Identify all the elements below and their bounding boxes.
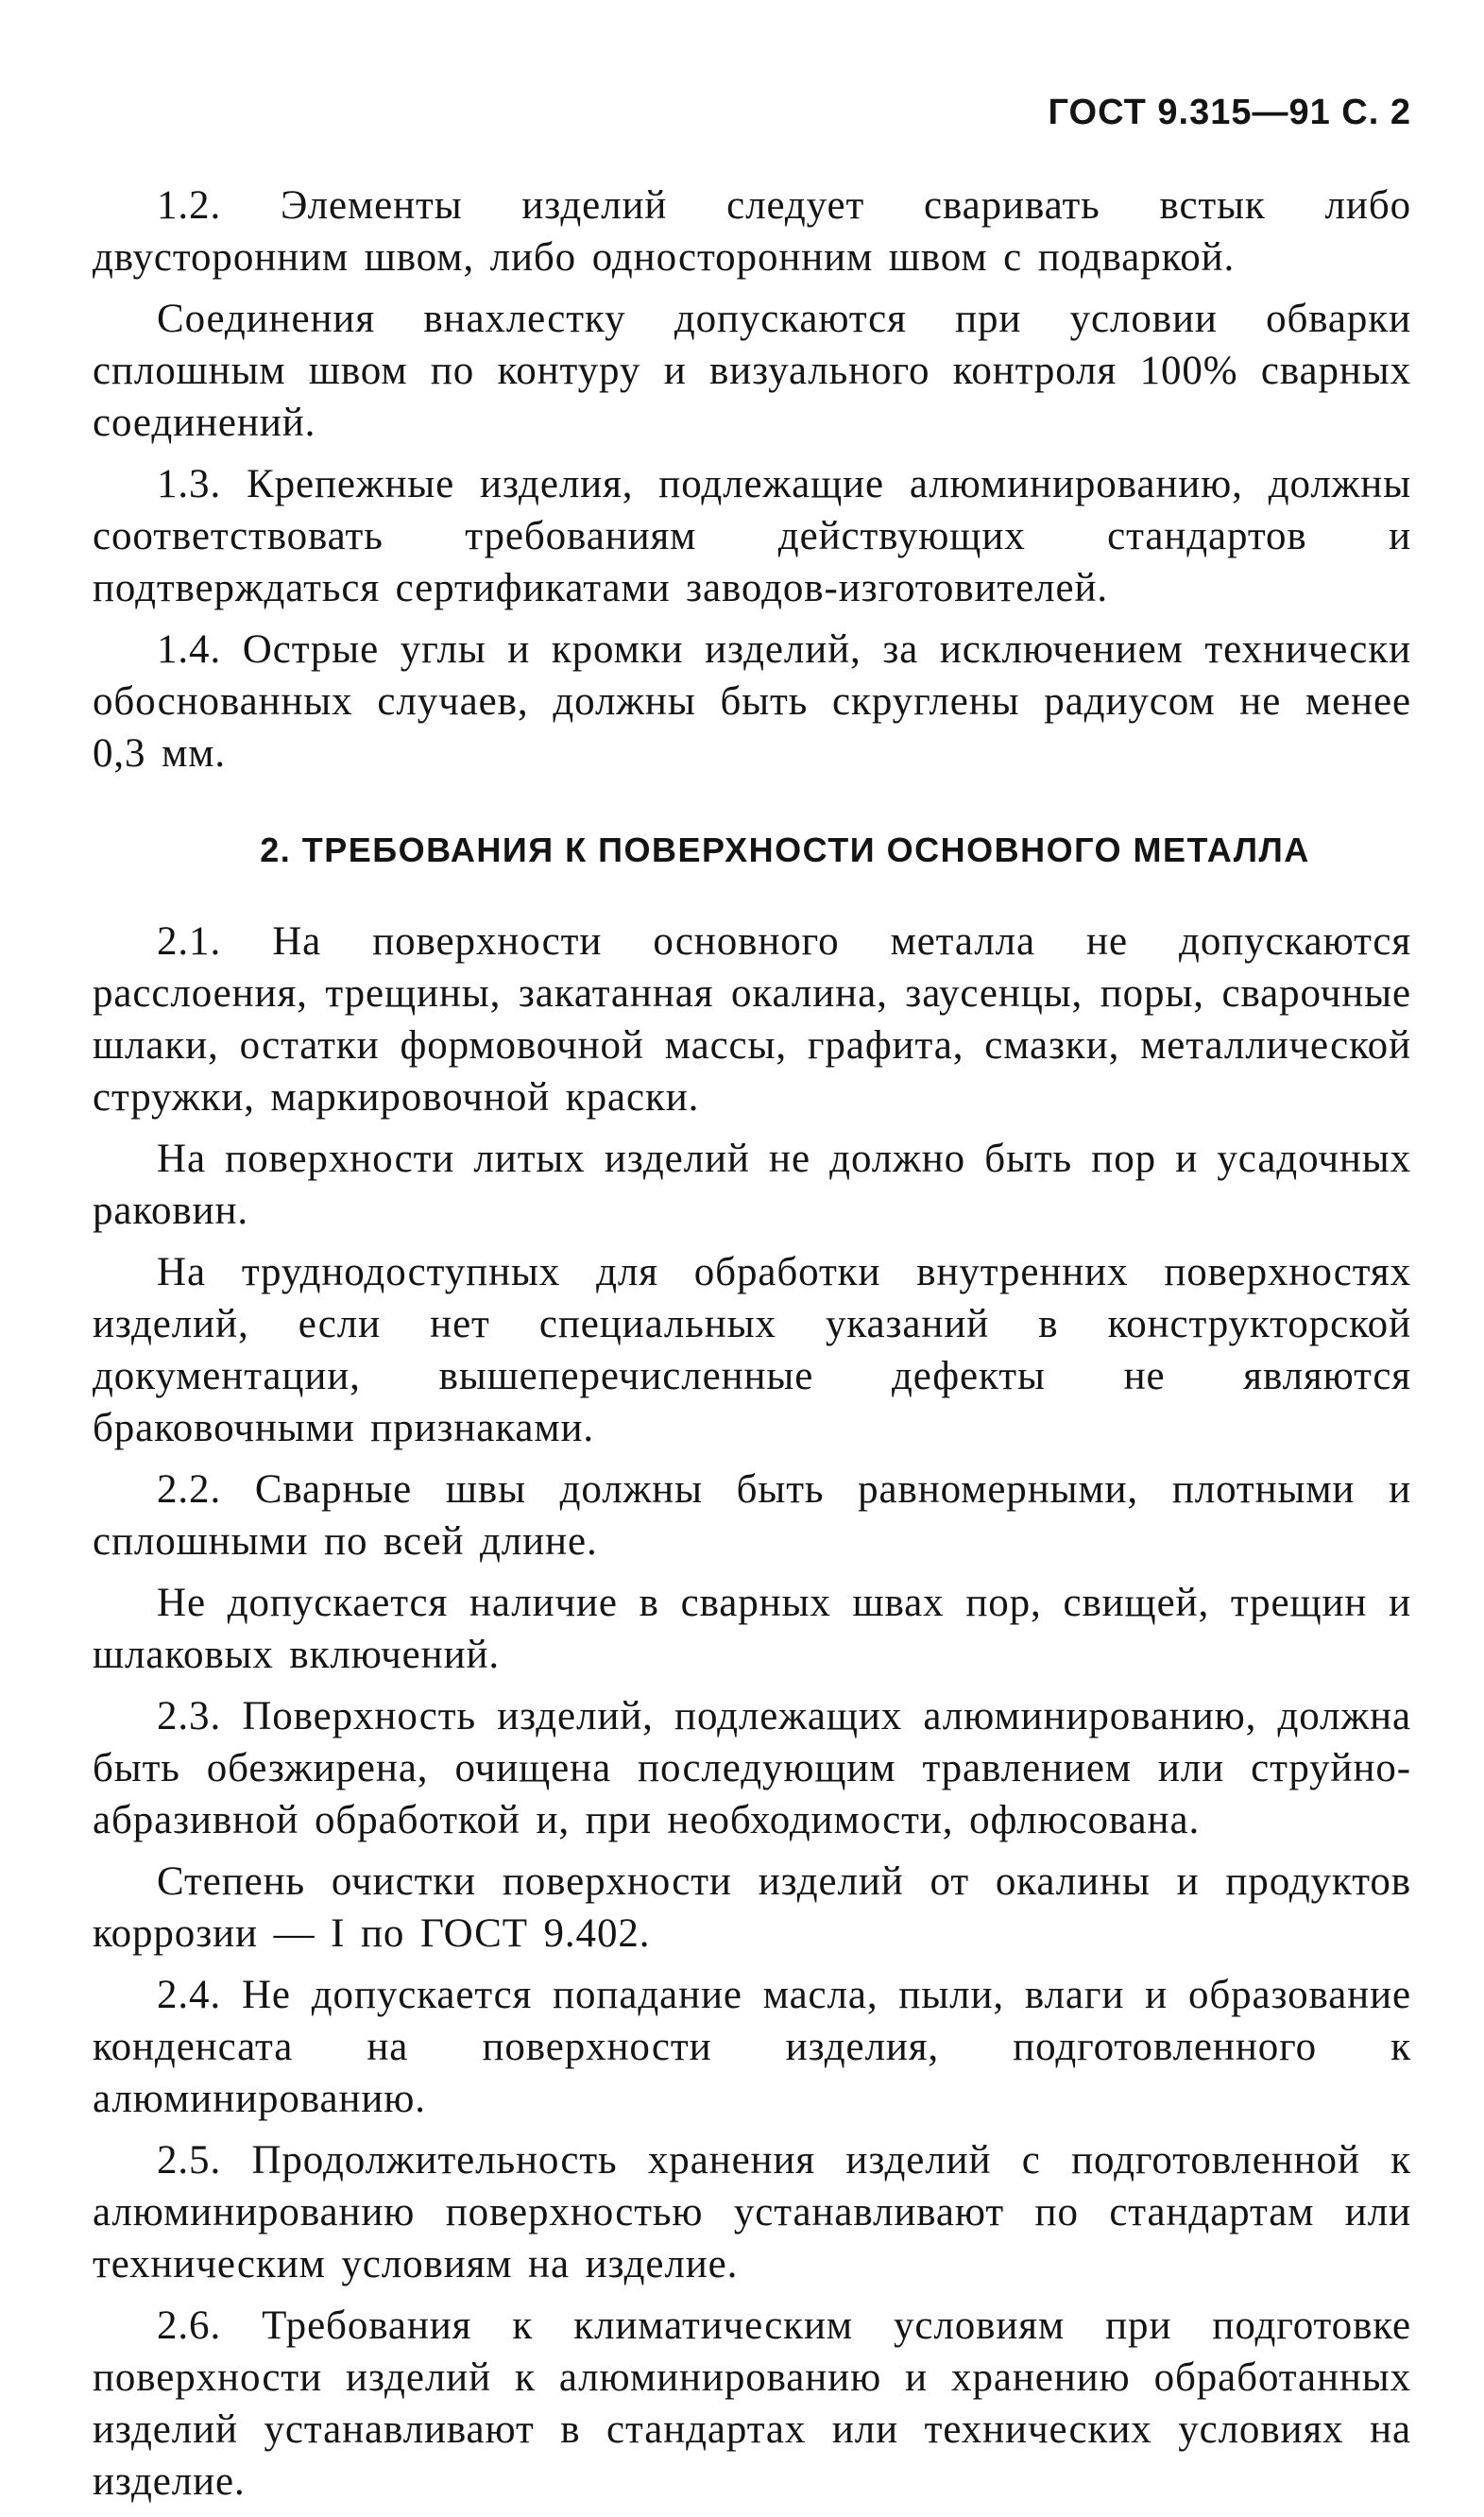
paragraph-1-3: 1.3. Крепежные изделия, подлежащие алюминированию, должны соответствовать требованиям действующих стандартов и подтверждаться сертификатами заводов-изготовителей. (93, 462, 1411, 610)
document-body (93, 180, 1411, 2517)
paragraph-2-1: 2.1. На поверхности основного металла не допускаются расслоения, трещины, закатанная окалина, заусенцы, поры, сварочные шлаки, остатки формовочной массы, графита, смазки, металлической стружки, маркировочной краски. (93, 919, 1411, 1120)
section-2-heading: 2. ТРЕБОВАНИЯ К ПОВЕРХНОСТИ ОСНОВНОГО МЕТАЛЛА (260, 830, 1310, 869)
paragraph-2-5: 2.5. Продолжительность хранения изделий с подготовленной к алюминированию поверхностью устанавливают по стандартам или техническим условиям на изделие. (93, 2138, 1411, 2286)
document-page (93, 0, 1411, 2504)
paragraph-2-4: 2.4. Не допускается попадание масла, пыли, влаги и образование конденсата на поверхности изделия, подготовленного к алюминированию. (93, 1973, 1411, 2121)
paragraph-2-2-weld-defects: Не допускается наличие в сварных швах пор, свищей, трещин и шлаковых включений. (93, 1581, 1411, 1677)
paragraph-2-3: 2.3. Поверхность изделий, подлежащих алюминированию, должна быть обезжирена, очищена последующим травлением или струйно-абразивной обработкой и, при необходимости, офлюсована. (93, 1694, 1411, 1842)
paragraph-2-2: 2.2. Сварные швы должны быть равномерными, плотными и сплошными по всей длине. (93, 1467, 1411, 1564)
paragraph-2-3-cleaning-degree: Степень очистки поверхности изделий от окалины и продуктов коррозии — I по ГОСТ 9.402. (93, 1859, 1411, 1956)
paragraph-2-1-hard-to-reach: На труднодоступных для обработки внутренних поверхностях изделий, если нет специальных указаний в конструкторской документации, вышеперечисленные дефекты не являются браковочными признаками. (93, 1250, 1411, 1450)
paragraph-1-2-overlap-joints: Соединения внахлестку допускаются при условии обварки сплошным швом по контуру и визуального контроля 100% сварных соединений. (93, 297, 1411, 445)
running-head: ГОСТ 9.315—91 С. 2 (1048, 93, 1411, 132)
paragraph-2-6: 2.6. Требования к климатическим условиям при подготовке поверхности изделий к алюминированию и хранению обработанных изделий устанавливают в стандартах или технических условиях на изделие. (93, 2303, 1411, 2504)
paragraph-1-2: 1.2. Элементы изделий следует сваривать встык либо двусторонним швом, либо односторонним швом с подваркой. (93, 183, 1411, 280)
paragraph-2-1-cast-items: На поверхности литых изделий не должно быть пор и усадочных раковин. (93, 1137, 1411, 1233)
paragraph-1-4: 1.4. Острые углы и кромки изделий, за исключением технически обоснованных случаев, должны быть скруглены радиусом не менее 0,3 мм. (93, 627, 1411, 776)
